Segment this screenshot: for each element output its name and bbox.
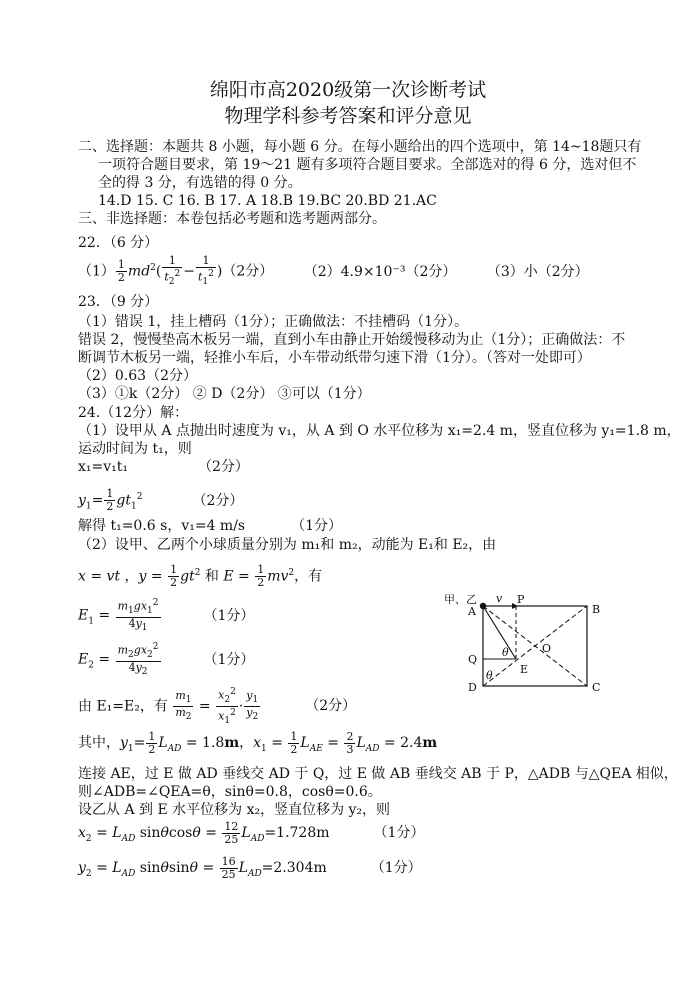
label-jiayi: 甲、乙 [444, 593, 477, 606]
geometry-diagram [440, 588, 620, 698]
label-P: P [517, 593, 525, 606]
label-E: E [520, 663, 529, 676]
label-Q: Q [468, 653, 478, 666]
q24-line5: 连接 AE，过 E 做 AD 垂线交 AD 于 Q，过 E 做 AB 垂线交 AB 于 P，△ADB 与△QEA 相似， [78, 766, 678, 782]
q22-answers: （1） $\frac{1}{2}$ $md^2$( $\frac{1}{t_2^2}$ − $\frac{1}{t_1^2}$ )（2分） （2）4.9×10⁻³（2分） （3）小（2分） [78, 254, 589, 288]
q24-y2: $y_2 = L_{AD}$ sinθsinθ = $\frac{16}{25}$ $L_{AD}=2.304m$ （1分） [78, 854, 422, 881]
label-A: A [468, 605, 476, 618]
section-3-heading: 三、非选择题：本卷包括必考题和选考题两部分。 [78, 211, 386, 227]
q23-line5: （3）①k（2分） ② D（2分） ③可以（1分） [78, 386, 371, 402]
section-2-line3: 全的得 3 分，有选错的得 0 分。 [98, 175, 302, 191]
q24-formulas: x = vt ，y = $\frac{1}{2}$ $gt^2$ 和 E = $\frac{1}{2}$ $mv^2$，有 [78, 563, 323, 590]
label-C: C [592, 681, 601, 694]
q24-solve: 解得 t₁=0.6 s，v₁=4 m/s （1分） [78, 518, 343, 534]
q23-heading: 23．（9 分） [78, 294, 159, 310]
q22-heading: 22．（6 分） [78, 235, 159, 251]
mc-answers: 14.D 15. C 16. B 17. A 18.B 19.BC 20.BD 21.AC [98, 193, 437, 209]
label-theta-upper: θ [502, 646, 509, 659]
label-O: O [542, 642, 552, 655]
q24-line1: （1）设甲从 A 点抛出时速度为 v₁，从 A 到 O 水平位移为 x₁=2.4 m，竖直位移为 y₁=1.8 m， [78, 423, 681, 439]
label-B: B [592, 603, 601, 616]
q24-heading: 24.（12分）解： [78, 405, 189, 421]
q24-line7: 设乙从 A 到 E 水平位移为 x₂，竖直位移为 y₂，则 [78, 802, 391, 818]
label-v: v [496, 592, 503, 605]
q24-eq1: x₁=v₁t₁ （2分） [78, 459, 249, 475]
q24-line2: 运动时间为 t₁，则 [78, 441, 192, 457]
segment-AE [483, 606, 516, 659]
q24-line3: （2）设甲、乙两个小球质量分别为 m₁和 m₂，动能为 E₁和 E₂，由 [78, 537, 497, 553]
q23-line2: 错误 2，慢慢垫高木板另一端，直到小车由静止开始缓慢移动为止（1分）；正确做法：不 [78, 332, 626, 348]
section-2-line1: 二、选择题：本题共 8 小题，每小题 6 分。在每小题给出的四个选项中，第 14~18题只有 [78, 139, 642, 155]
q23-line4: （2）0.63（2分） [78, 368, 197, 384]
q24-E2: $E_2$ = $\frac{m_2gx_2^2}{4y_2}$ （1分） [78, 642, 255, 678]
q23-line1: （1）错误 1，挂上槽码（1分）；正确做法：不挂槽码（1分）。 [78, 314, 469, 330]
q23-line3: 断调节木板另一端，轻推小车后，小车带动纸带匀速下滑（1分）。（答对一处即可） [78, 350, 591, 366]
label-theta-lower: θ [486, 669, 493, 682]
q24-eq2: $y_1=$ $\frac{1}{2}$ $gt_1^2$ （2分） [78, 487, 244, 514]
label-D: D [468, 681, 477, 694]
page-title: 绵阳市高2020级第一次诊断考试 [209, 79, 487, 101]
q24-ratio: 由 E₁=E₂，有 $\frac{m_1}{m_2}$ = $\frac{x_2^2}{x_1^2}$ · $\frac{y_1}{y_2}$ （2分） [78, 687, 357, 726]
q24-x2: $x_2 = L_{AD}$ sinθcosθ = $\frac{12}{25}$ $L_{AD}=1.728m$ （1分） [78, 819, 425, 846]
q24-line6: 则∠ADB=∠QEA=θ，sinθ=0.8，cosθ=0.6。 [78, 784, 382, 800]
page-subtitle: 物理学科参考答案和评分意见 [224, 105, 472, 127]
ball-point [480, 603, 486, 609]
section-2-line2: 一项符合题目要求，第 19～21 题有多项符合题目要求。全部选对的得 6 分，选对但不 [98, 157, 637, 173]
q24-E1: $E_1$ = $\frac{m_1gx_1^2}{4y_1}$ （1分） [78, 598, 255, 634]
q24-values: 其中，$y_1=$ $\frac{1}{2}$ $L_{AD} = 1.8m$，$x_1$ = $\frac{1}{2}$ $L_{AE}$ = $\frac{2}{3}$ $L_{AD} = 2.4m$ [78, 729, 438, 756]
